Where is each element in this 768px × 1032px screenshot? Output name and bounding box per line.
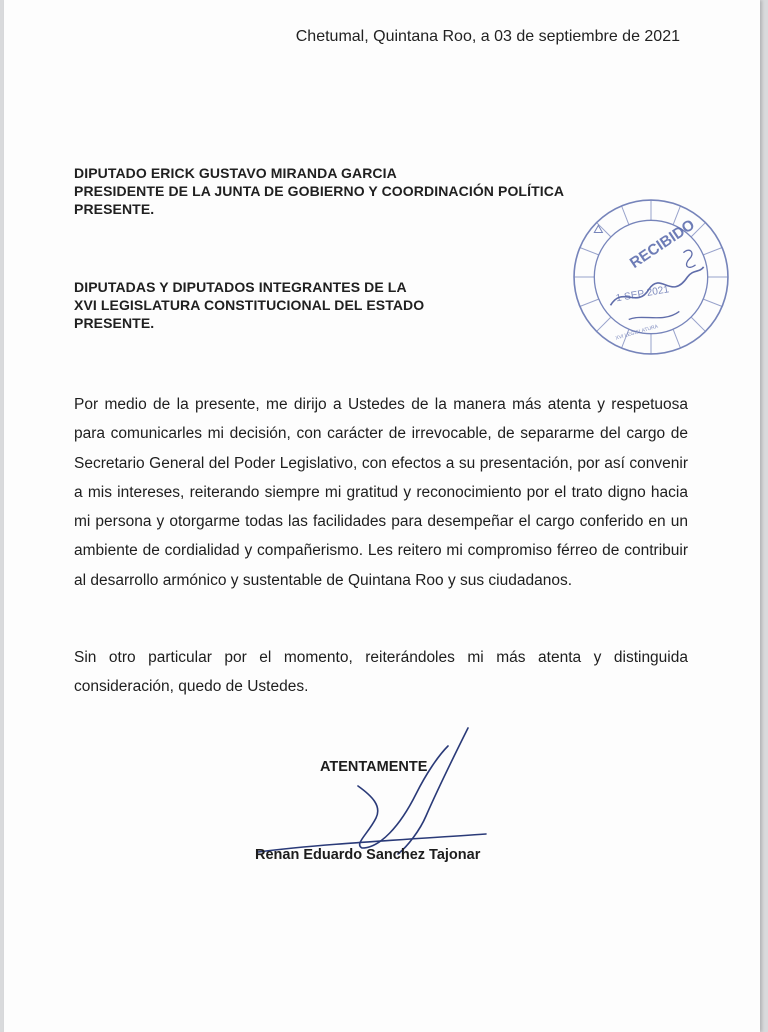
body-paragraph: Por medio de la presente, me dirijo a Ustedes de la manera más atenta y respetuosa para comunicarles mi decisión, con carácter de irrevocable, de separarme del cargo de Secretario General del Poder Legislativo, con efectos a su presentación, por así convenir a mis intereses, reiterando siempre mi gratitud y reconocimiento por el trato digno hacia mi persona y otorgarme todas las facilidades para desempeñar el cargo conferido en un ambiente de cordialidad y compañerismo. Les reitero mi compromiso férreo de contribuir al desarrollo armónico y sustentable de Quintana Roo y sus ciudadanos.: [74, 396, 688, 589]
stamp-word: RECIBIDO: [626, 216, 698, 272]
recipient-line-1: DIPUTADAS Y DIPUTADOS INTEGRANTES DE LA: [74, 279, 407, 295]
stamp-caption: XVI LEGISLATURA: [614, 323, 659, 342]
body-paragraph: Sin otro particular por el momento, reiterándoles mi más atenta y distinguida consideración, quedo de Ustedes.: [74, 649, 688, 696]
recipient-title: PRESIDENTE DE LA JUNTA DE GOBIERNO Y COORDINACIÓN POLÍTICA: [74, 183, 565, 199]
received-stamp: [570, 196, 732, 358]
recipient-presente: PRESENTE.: [74, 201, 155, 217]
signature: [250, 722, 500, 862]
letter-page: [4, 0, 760, 1032]
closing: ATENTAMENTE: [320, 759, 428, 775]
recipient-presente-2: PRESENTE.: [74, 315, 155, 331]
place-date: Chetumal, Quintana Roo, a 03 de septiembre de 2021: [295, 28, 680, 45]
recipient-block-1: [74, 164, 564, 218]
signer-name: Renan Eduardo Sanchez Tajonar: [255, 847, 481, 863]
stamp-date: 1 SEP 2021: [615, 284, 670, 305]
recipient-name: DIPUTADO ERICK GUSTAVO MIRANDA GARCIA: [74, 165, 397, 181]
recipient-block-2: [74, 278, 424, 332]
recipient-line-2: XVI LEGISLATURA CONSTITUCIONAL DEL ESTADO: [74, 297, 425, 313]
